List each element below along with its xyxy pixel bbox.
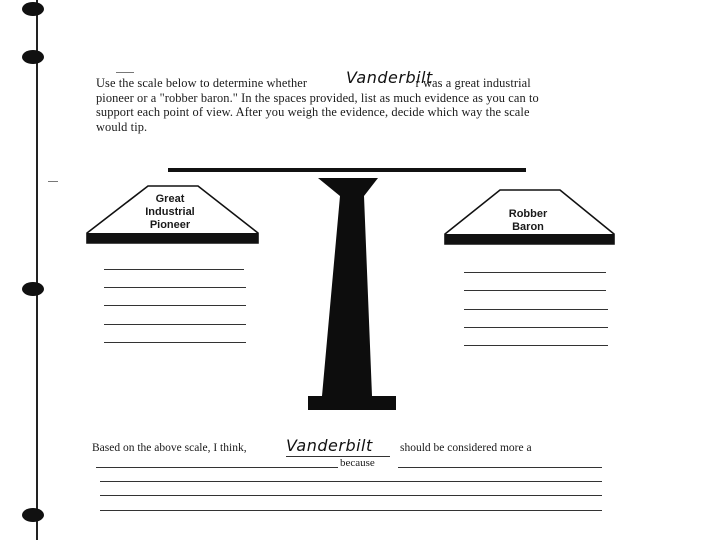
- instruction-text: Use the scale below to determine whether: [96, 76, 308, 90]
- left-pan-label: [120, 193, 220, 232]
- answer-line[interactable]: [100, 495, 602, 496]
- left-evidence-line[interactable]: [104, 269, 244, 270]
- answer-line[interactable]: [398, 467, 602, 468]
- left-evidence-line[interactable]: [104, 305, 246, 306]
- right-evidence-line[interactable]: [464, 272, 606, 273]
- instruction-line-2: pioneer or a "robber baron." In the spaces provided, list as much evidence as you can to: [96, 90, 539, 105]
- answer-line[interactable]: [96, 467, 338, 468]
- instruction-line-3: support each point of view. After you weigh the evidence, decide which way the scale: [96, 105, 530, 119]
- left-evidence-line[interactable]: [104, 324, 246, 325]
- right-pan-label: [488, 208, 568, 234]
- right-evidence-line[interactable]: [464, 309, 608, 310]
- left-pan-base: [87, 233, 258, 243]
- right-pan-label-line: Robber: [508, 208, 548, 220]
- answer-line[interactable]: [100, 481, 602, 482]
- answer-line[interactable]: [100, 510, 602, 511]
- instruction-text: r was a great industrial: [415, 76, 531, 90]
- handwritten-name-top: Vanderbilt: [346, 68, 433, 87]
- right-evidence-line[interactable]: [464, 345, 608, 346]
- right-pan-base: [445, 234, 614, 244]
- left-pan-label-line: Industrial: [145, 206, 195, 218]
- left-pan-label-line: Great: [155, 193, 185, 205]
- left-evidence-line[interactable]: [104, 287, 246, 288]
- instruction-line-4: would tip.: [96, 119, 148, 134]
- because-label: because: [340, 457, 375, 469]
- right-pan-label-line: Baron: [512, 221, 544, 233]
- scale-base: [308, 396, 396, 410]
- right-evidence-line[interactable]: [464, 290, 606, 291]
- conclusion-text: Based on the above scale, I think,: [92, 442, 247, 454]
- scale-beam: [168, 168, 526, 172]
- scale-pillar: [318, 178, 378, 396]
- left-evidence-line[interactable]: [104, 342, 246, 343]
- right-evidence-line[interactable]: [464, 327, 608, 328]
- handwritten-name-bottom: Vanderbilt: [286, 436, 373, 455]
- left-pan-label-line: Pioneer: [149, 219, 191, 231]
- conclusion-text: should be considered more a: [400, 442, 532, 454]
